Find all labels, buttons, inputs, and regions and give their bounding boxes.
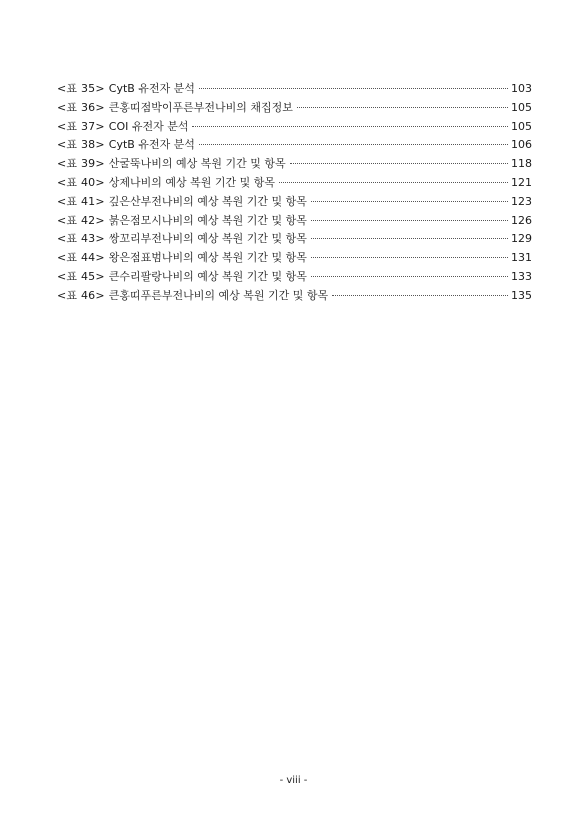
toc-entry-title: 쌍꼬리부전나비의 예상 복원 기간 및 항목	[108, 232, 307, 246]
toc-entry-title: 큰수리팔랑나비의 예상 복원 기간 및 항목	[108, 269, 307, 283]
toc-dot-leader	[311, 201, 508, 202]
toc-dot-leader	[311, 220, 508, 221]
toc-entry-title: 산굴뚝나비의 예상 복원 기간 및 항목	[108, 157, 286, 171]
toc-entry-title: 붉은점모시나비의 예상 복원 기간 및 항목	[108, 213, 307, 227]
toc-entry-number: <표 36>	[57, 100, 105, 114]
toc-entry[interactable]	[57, 268, 532, 287]
toc-dot-leader	[199, 88, 508, 89]
toc-entry[interactable]	[57, 230, 532, 249]
toc-dot-leader	[199, 144, 508, 145]
toc-entry[interactable]	[57, 193, 532, 212]
toc-dot-leader	[311, 276, 508, 277]
toc-dot-leader	[311, 257, 508, 258]
toc-dot-leader	[279, 182, 508, 183]
toc-entry-number: <표 38>	[57, 138, 105, 152]
toc-dot-leader	[297, 107, 508, 108]
toc-entry-number: <표 44>	[57, 251, 105, 265]
toc-entry[interactable]	[57, 287, 532, 306]
toc-entry-title: 상제나비의 예상 복원 기간 및 항목	[108, 175, 276, 189]
toc-entry-page: 129	[511, 232, 532, 246]
toc-entry-number: <표 40>	[57, 175, 105, 189]
toc-dot-leader	[332, 295, 508, 296]
toc-entry-number: <표 41>	[57, 194, 105, 208]
toc-entry-title: 왕은점표범나비의 예상 복원 기간 및 항목	[108, 251, 307, 265]
toc-entry-number: <표 43>	[57, 232, 105, 246]
toc-entry-title: CytB 유전자 분석	[108, 82, 195, 95]
toc-entry[interactable]	[57, 212, 532, 231]
toc-entry[interactable]	[57, 174, 532, 193]
toc-dot-leader	[290, 163, 508, 164]
toc-entry-title: COI 유전자 분석	[108, 119, 189, 133]
toc-entry[interactable]	[57, 80, 532, 99]
toc-dot-leader	[192, 126, 508, 127]
toc-entry-number: <표 35>	[57, 82, 105, 95]
toc-entry[interactable]	[57, 249, 532, 268]
toc-entry[interactable]	[57, 136, 532, 155]
toc-entry-number: <표 45>	[57, 269, 105, 283]
toc-entry-page: 118	[511, 157, 532, 171]
toc-entry-page: 133	[511, 269, 532, 283]
toc-entry-page: 121	[511, 175, 532, 189]
toc-entry[interactable]	[57, 118, 532, 137]
toc-entry-page: 105	[511, 119, 532, 133]
toc-entry-page: 131	[511, 251, 532, 265]
toc-dot-leader	[311, 238, 508, 239]
toc-entry-title: CytB 유전자 분석	[108, 138, 195, 152]
toc-entry-number: <표 39>	[57, 157, 105, 171]
table-of-tables	[57, 80, 532, 306]
toc-entry-title: 큰홍띠푸른부전나비의 예상 복원 기간 및 항목	[108, 288, 329, 302]
page-number: - viii -	[279, 775, 308, 786]
toc-entry-title: 큰홍띠점박이푸른부전나비의 채집정보	[108, 100, 293, 114]
toc-entry-page: 103	[511, 82, 532, 95]
toc-entry-page: 105	[511, 100, 532, 114]
toc-entry-number: <표 42>	[57, 213, 105, 227]
toc-entry[interactable]	[57, 99, 532, 118]
toc-entry-title: 깊은산부전나비의 예상 복원 기간 및 항목	[108, 194, 307, 208]
toc-entry-number: <표 37>	[57, 119, 105, 133]
toc-entry-page: 123	[511, 194, 532, 208]
toc-entry[interactable]	[57, 155, 532, 174]
toc-entry-page: 126	[511, 213, 532, 227]
toc-entry-page: 106	[511, 138, 532, 152]
toc-entry-number: <표 46>	[57, 288, 105, 302]
toc-entry-page: 135	[511, 288, 532, 302]
